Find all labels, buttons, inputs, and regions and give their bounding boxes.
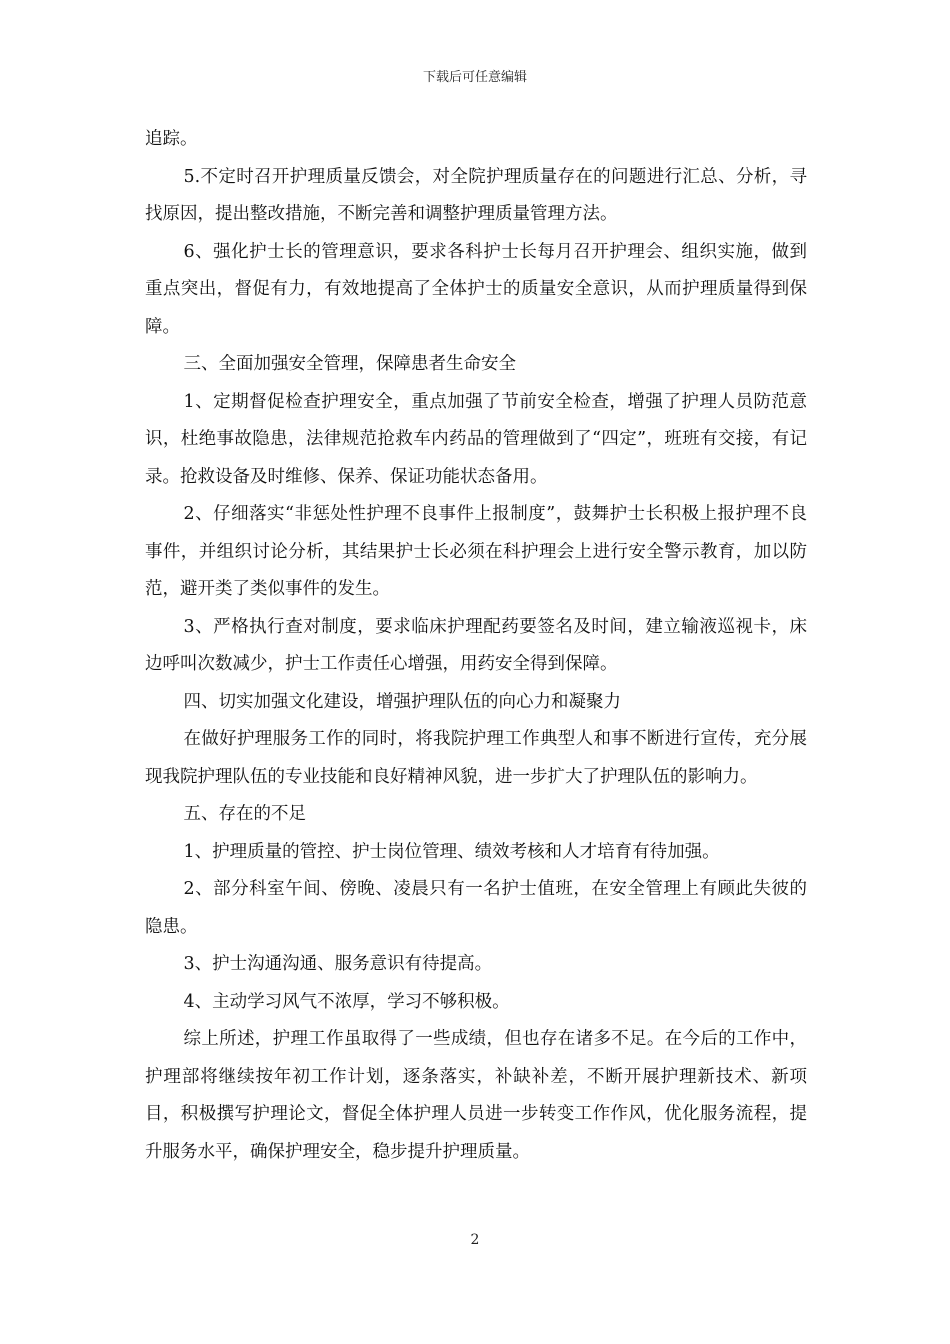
page-number: 2	[470, 1232, 480, 1248]
paragraph: 6、强化护士长的管理意识，要求各科护士长每月召开护理会、组织实施，做到重点突出，督促有力，有效地提高了全体护士的质量安全意识，从而护理质量得到保障。	[145, 241, 807, 337]
paragraph: 追踪。	[145, 129, 198, 149]
section-heading: 三、全面加强安全管理，保障患者生命安全	[183, 354, 516, 374]
paragraph: 1、定期督促检查护理安全，重点加强了节前安全检查，增强了护理人员防范意识，杜绝事故隐患，法律规范抢救车内药品的管理做到了“四定”，班班有交接，有记录。抢救设备及时维修、保养、保证功能状态备用。	[145, 391, 807, 487]
document-body	[145, 121, 807, 1171]
paragraph: 2、仔细落实“非惩处性护理不良事件上报制度”，鼓舞护士长积极上报护理不良事件，并组织讨论分析，其结果护士长必须在科护理会上进行安全警示教育，加以防范，避开类了类似事件的发生。	[145, 504, 807, 599]
section-heading: 四、切实加强文化建设，增强护理队伍的向心力和凝聚力	[183, 691, 621, 712]
paragraph: 在做好护理服务工作的同时，将我院护理工作典型人和事不断进行宣传，充分展现我院护理队伍的专业技能和良好精神风貌，进一步扩大了护理队伍的影响力。	[145, 729, 807, 787]
header-text: 下载后可任意编辑	[422, 70, 527, 85]
paragraph: 1、护理质量的管控、护士岗位管理、绩效考核和人才培育有待加强。	[183, 841, 720, 862]
page-footer	[0, 1232, 950, 1248]
paragraph: 3、严格执行查对制度，要求临床护理配药要签名及时间，建立输液巡视卡，床边呼叫次数减少，护士工作责任心增强，用药安全得到保障。	[145, 616, 807, 674]
paragraph: 3、护士沟通沟通、服务意识有待提高。	[183, 954, 493, 974]
paragraph: 5.不定时召开护理质量反馈会，对全院护理质量存在的问题进行汇总、分析，寻找原因，提出整改措施，不断完善和调整护理质量管理方法。	[145, 166, 807, 224]
paragraph: 4、主动学习风气不浓厚，学习不够积极。	[183, 991, 510, 1012]
page-header	[0, 66, 950, 85]
section-heading: 五、存在的不足	[183, 804, 306, 824]
paragraph: 综上所述，护理工作虽取得了一些成绩，但也存在诸多不足。在今后的工作中，护理部将继续按年初工作计划，逐条落实，补缺补差，不断开展护理新技术、新项目，积极撰写护理论文，督促全体护理人员进一步转变工作作风，优化服务流程，提升服务水平，确保护理安全，稳步提升护理质量。	[145, 1029, 807, 1162]
paragraph: 2、部分科室午间、傍晚、凌晨只有一名护士值班，在安全管理上有顾此失彼的隐患。	[145, 879, 807, 937]
